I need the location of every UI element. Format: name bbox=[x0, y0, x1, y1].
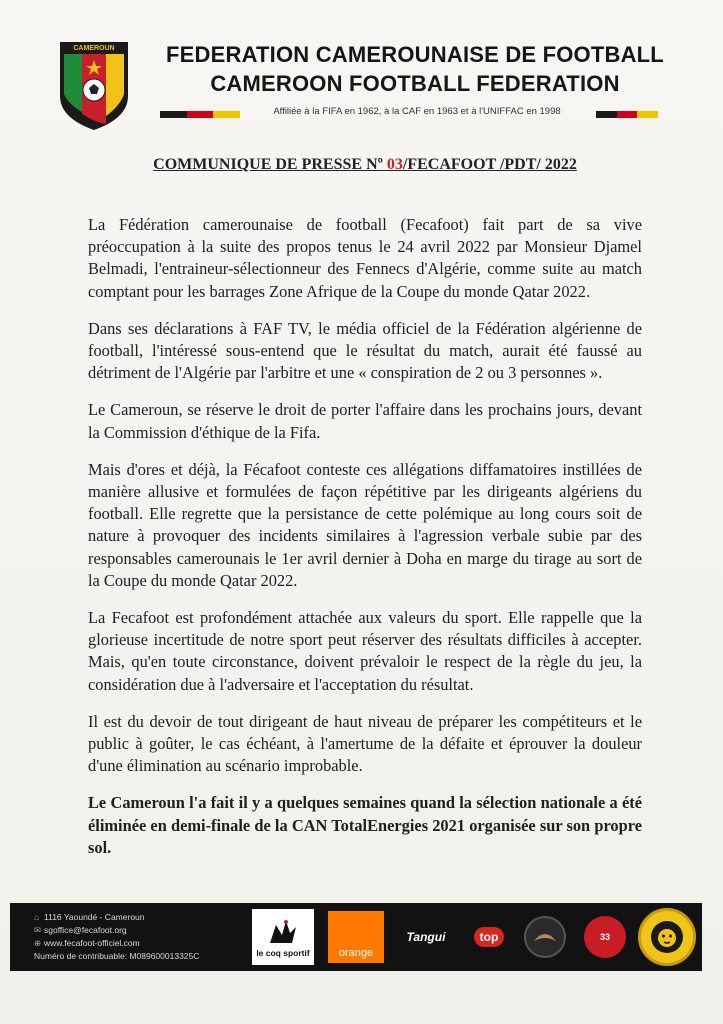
tangui-label: Tangui bbox=[406, 930, 446, 944]
sponsor-top-logo bbox=[462, 919, 516, 955]
paragraph-closing: Le Cameroun l'a fait il y a quelques semaines quand la sélection nationale a été éliminée en demi-finale de la CAN TotalEnergies 2021 organisée sur son propre sol. bbox=[88, 793, 642, 857]
paragraph: Dans ses déclarations à FAF TV, le média officiel de la Fédération algérienne de football, l'intéressé sous-entend que le résultat du match, aurait été faussé au détriment de l'Algérie par l'arbitre et une « conspiration de 2 ou 3 personnes ». bbox=[88, 318, 642, 383]
federation-title bbox=[150, 40, 680, 98]
orange-label: orange bbox=[338, 947, 374, 959]
sponsor-33-logo bbox=[584, 916, 626, 958]
sponsor-le-coq-sportif-logo bbox=[252, 909, 314, 965]
paragraph: La Fédération camerounaise de football (Fecafoot) fait part de sa vive préoccupation à la suite des propos tenus le 24 avril 2022 par Monsieur Djamel Belmadi, l'entraineur-sélectionneur des Fennecs d'Algérie, comme suite au match comptant pour les barrages Zone Afrique de la Coupe du monde Qatar 2022. bbox=[88, 215, 642, 301]
location-icon: ⌂ bbox=[34, 912, 40, 922]
paragraph: Le Cameroun, se réserve le droit de porter l'affaire dans les prochains jours, devant la Commission d'éthique de la Fifa. bbox=[88, 400, 642, 442]
communique-prefix: COMMUNIQUE DE PRESSE Nº bbox=[153, 156, 387, 173]
web-icon: ⊕ bbox=[34, 938, 42, 948]
website-link[interactable]: www.fecafoot-officiel.com bbox=[44, 938, 140, 948]
communique-number: 03 bbox=[386, 156, 403, 173]
paragraph: Mais d'ores et déjà, la Fécafoot conteste ces allégations diffamatoires instillées de manière allusive et formulées de façon répétitive par les dirigeants algériens du football. Elle regrette que la persistance de cette polémique au long cours soit de nature à provoquer des incidents similaires à l'agression verbale subie par des responsables camerounais le 1er avril dernier à Doha en marge du tirage au sort de la Coupe du monde Qatar 2022. bbox=[88, 459, 642, 590]
crest-label: CAMEROUN bbox=[73, 45, 115, 52]
affiliation-text: Affiliée à la FIFA en 1962, à la CAF en 1963 et à l'UNIFFAC en 1998 bbox=[273, 106, 561, 117]
communique-title bbox=[130, 156, 600, 174]
fecafoot-crest-logo bbox=[56, 38, 132, 134]
sponsor-tangui-logo bbox=[400, 913, 452, 961]
sponsor-lion-logo bbox=[638, 908, 696, 966]
wing-emblem-icon bbox=[532, 927, 558, 947]
sponsor-round-logo bbox=[524, 916, 566, 958]
communique-suffix: /FECAFOOT /PDT/ 2022 bbox=[402, 156, 577, 173]
right-stripe-divider bbox=[596, 111, 658, 118]
federation-title-en: CAMEROON FOOTBALL FEDERATION bbox=[210, 71, 620, 96]
top-label: top bbox=[474, 927, 505, 947]
email-link[interactable]: sgoffice@fecafoot.org bbox=[44, 925, 127, 935]
lecoqsportif-label: le coq sportif bbox=[256, 947, 310, 958]
sponsor-orange-logo bbox=[328, 911, 384, 963]
taxpayer-number: Numéro de contribuable: M089600013325C bbox=[34, 951, 200, 961]
email-icon: ✉ bbox=[34, 925, 42, 935]
address-text: 1116 Yaoundé - Cameroun bbox=[44, 912, 145, 922]
left-stripe-divider bbox=[160, 111, 240, 118]
footer-band bbox=[10, 903, 702, 971]
federation-title-fr: FEDERATION CAMEROUNAISE DE FOOTBALL bbox=[166, 42, 664, 67]
rooster-icon bbox=[266, 917, 300, 947]
lion-head-icon bbox=[647, 917, 687, 957]
contact-info bbox=[34, 911, 244, 963]
paragraph: La Fecafoot est profondément attachée aux valeurs du sport. Elle rappelle que la glorieuse incertitude de notre sport peut réserver des résultats difficiles à accepter. Mais, qu'en toute circonstance, doivent prévaloir le respect de la règle du jeu, la considération due à l'adversaire et l'acceptation du résultat. bbox=[88, 608, 642, 694]
press-release-body bbox=[88, 214, 642, 874]
paragraph: Il est du devoir de tout dirigeant de haut niveau de préparer les compétiteurs et le public à goûter, le cas échéant, à l'amertume de la défaite et éprouver la douleur d'une élimination au scénario improbable. bbox=[88, 711, 642, 776]
thirtythree-label: 33 bbox=[599, 932, 610, 942]
